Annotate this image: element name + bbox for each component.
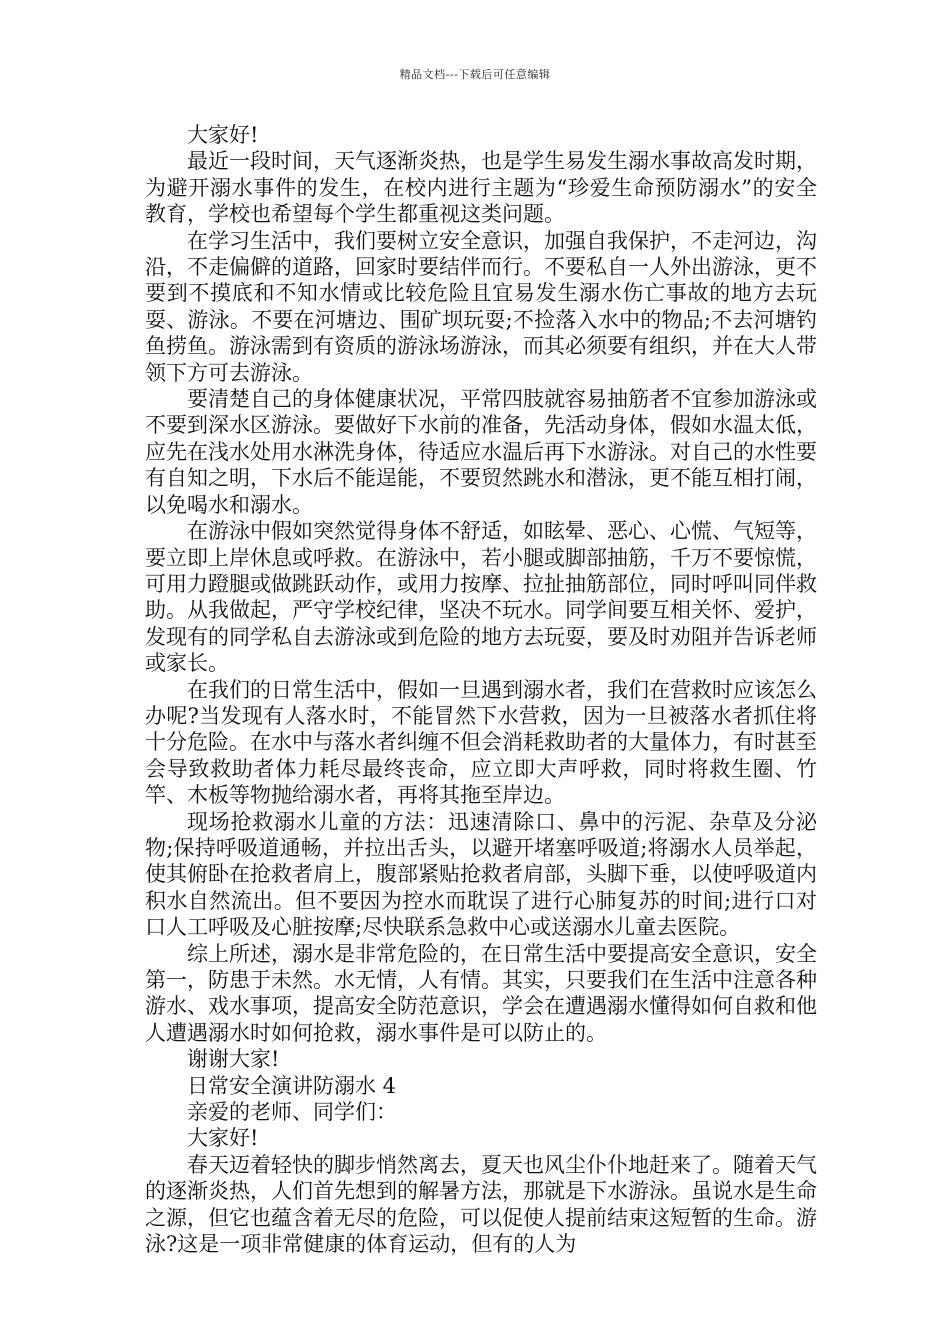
paragraph: 要清楚自己的身体健康状况，平常四肢就容易抽筋者不宜参加游泳或不要到深水区游泳。要做好下水前的准备，先活动身体，假如水温太低，应先在浅水处用水淋洗身体，待适应水温后再下水游泳。对自己的水性要有自知之明，下水后不能逞能，不要贸然跳水和潜泳，更不能互相打闹，以免喝水和溺水。 (145, 387, 817, 517)
paragraph: 最近一段时间，天气逐渐炎热，也是学生易发生溺水事故高发时期，为避开溺水事件的发生，在校内进行主题为“珍爱生命预防溺水”的安全教育，学校也希望每个学生都重视这类问题。 (145, 149, 817, 227)
paragraph: 在游泳中假如突然觉得身体不舒适，如眩晕、恶心、心慌、气短等，要立即上岸休息或呼救。在游泳中，若小腿或脚部抽筋，千万不要惊慌，可用力蹬腿或做跳跃动作，或用力按摩、拉扯抽筋部位，同时呼叫同伴救助。从我做起，严守学校纪律，坚决不玩水。同学间要互相关怀、爱护，发现有的同学私自去游泳或到危险的地方去玩耍，要及时劝阻并告诉老师或家长。 (145, 519, 817, 676)
paragraph: 大家好! (187, 123, 259, 147)
page-header: 精品文档---下载后可任意编辑 (399, 68, 551, 81)
paragraph: 谢谢大家! (187, 1047, 280, 1072)
paragraph: 亲爱的老师、同学们： (187, 1100, 397, 1125)
document-body (145, 122, 817, 1257)
paragraph: 在我们的日常生活中，假如一旦遇到溺水者，我们在营救时应该怎么办呢?当发现有人落水时，不能冒然下水营救，因为一旦被落水者抓住将十分危险。在水中与落水者纠缠不但会消耗救助者的大量体力，有时甚至会导致救助者体力耗尽最终丧命，应立即大声呼救，同时将救生圈、竹竿、木板等物抛给溺水者，再将其拖至岸边。 (145, 677, 817, 808)
paragraph: 现场抢救溺水儿童的方法：迅速清除口、鼻中的污泥、杂草及分泌物;保持呼吸道通畅，并拉出舌头，以避开堵塞呼吸道;将溺水人员举起，使其俯卧在抢救者肩上，腹部紧贴抢救者肩部，头脚下垂，以使呼吸道内积水自然流出。但不要因为控水而耽误了进行心肺复苏的时间;进行口对口人工呼吸及心脏按摩;尽快联系急救中心或送溺水儿童去医院。 (145, 809, 817, 940)
section-title: 日常安全演讲防溺水 4 (187, 1073, 397, 1098)
paragraph: 在学习生活中，我们要树立安全意识，加强自我保护，不走河边，沟沿，不走偏僻的道路，回家时要结伴而行。不要私自一人外出游泳，更不要到不摸底和不知水情或比较危险且宜易发生溺水伤亡事故的地方去玩耍、游泳。不要在河塘边、围矿坝玩耍;不捡落入水中的物品;不去河塘钓鱼捞鱼。游泳需到有资质的游泳场游泳，而其必须要有组织，并在大人带领下方可去游泳。 (145, 228, 817, 385)
paragraph: 大家好! (187, 1126, 259, 1151)
paragraph: 春天迈着轻快的脚步悄然离去，夏天也风尘仆仆地赶来了。随着天气的逐渐炎热，人们首先想到的解暑方法，那就是下水游泳。虽说水是生命之源，但它也蕴含着无尽的危险，可以促使人提前结束这短暂的生命。游泳?这是一项非常健康的体育运动，但有的人为 (145, 1152, 817, 1257)
paragraph: 综上所述，溺水是非常危险的，在日常生活中要提高安全意识，安全第一，防患于未然。水无情，人有情。其实，只要我们在生活中注意各种游水、戏水事项，提高安全防范意识，学会在遭遇溺水懂得如何自救和他人遭遇溺水时如何抢救，溺水事件是可以防止的。 (145, 941, 817, 1045)
